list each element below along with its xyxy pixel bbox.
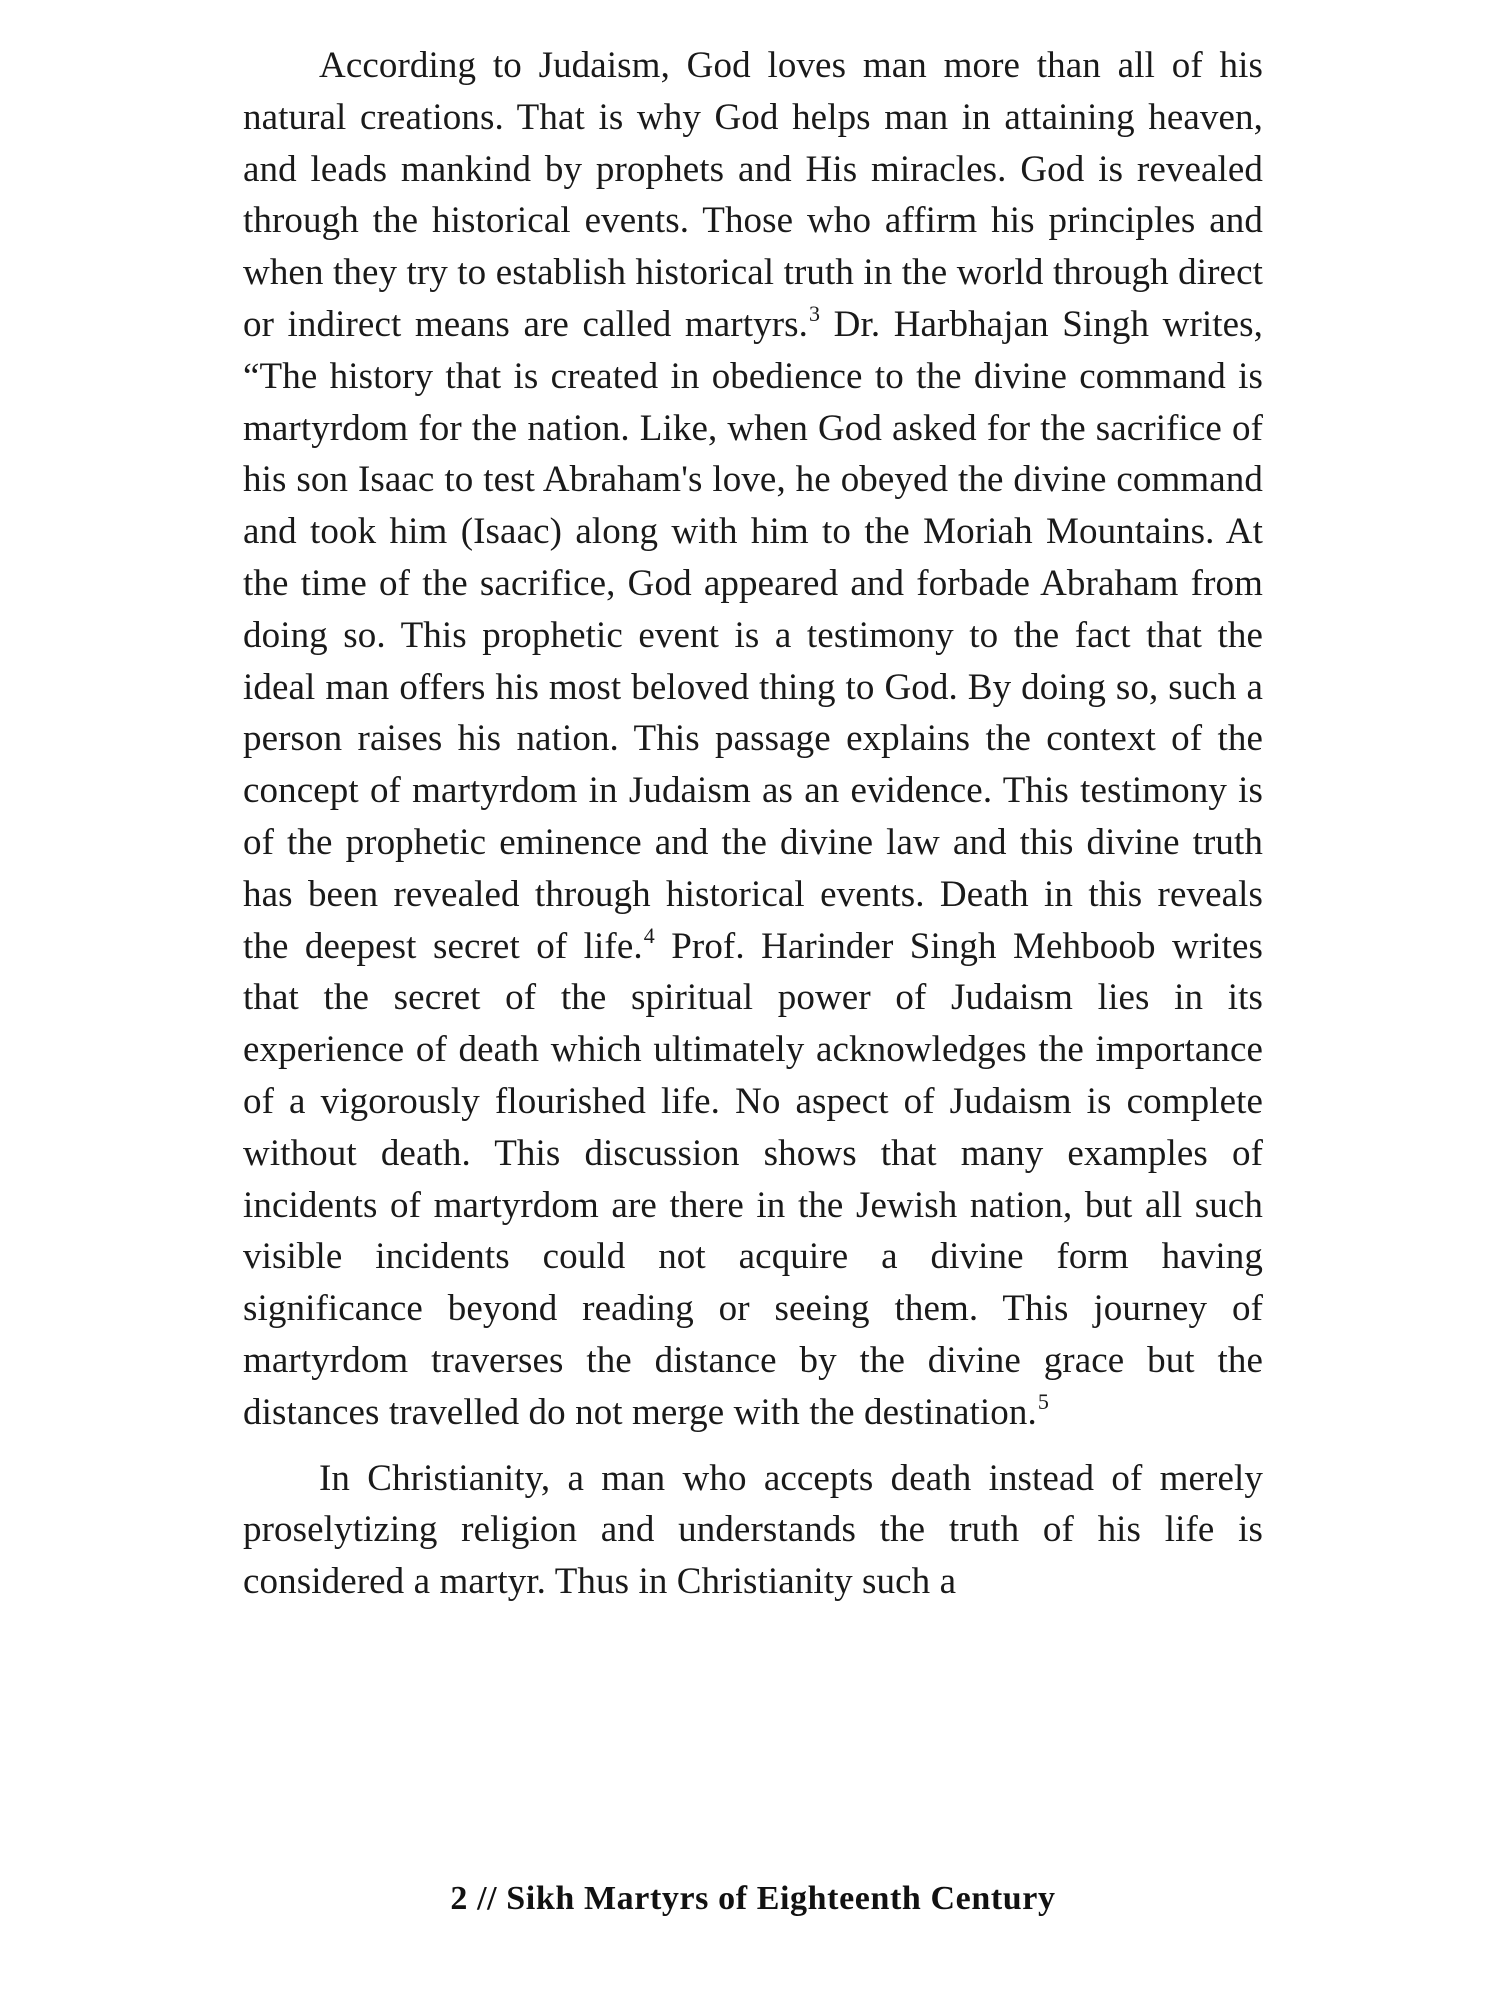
body-paragraph	[243, 1453, 1263, 1608]
body-text	[243, 40, 1263, 1608]
page-footer: 2 // Sikh Martyrs of Eighteenth Century	[450, 1880, 1056, 1917]
footnote-marker: 4	[643, 922, 655, 948]
paragraph-text: In Christianity, a man who accepts death instead of merely proselytizing religion and understands the truth of his life is considered a martyr. Thus in Christianity such a	[243, 1457, 1263, 1603]
document-page	[243, 40, 1263, 1980]
paragraph-text: Dr. Harbhajan Singh writes, “The history that is created in obedience to the divine command is martyrdom for the nation. Like, when God asked for the sacrifice of his son Isaac to test Abraham's love, he obeyed the divine command and took him (Isaac) along with him to the Moriah Mountains. At the time of the sacrifice, God appeared and forbade Abraham from doing so. This prophetic event is a testimony to the fact that the ideal man offers his most beloved thing to God. By doing so, such a person raises his nation. This passage explains the context of the concept of martyrdom in Judaism as an evidence. This testimony is of the prophetic eminence and the divine law and this divine truth has been revealed through historical events. Death in this reveals the deepest secret of life.	[243, 303, 1263, 967]
body-paragraph	[243, 40, 1263, 1439]
paragraph-text: Prof. Harinder Singh Mehboob writes that the secret of the spiritual power of Judaism lies in its experience of death which ultimately acknowledges the importance of a vigorously flourished life. No aspect of Judaism is complete without death. This discussion shows that many examples of incidents of martyrdom are there in the Jewish nation, but all such visible incidents could not acquire a divine form having significance beyond reading or seeing them. This journey of martyrdom traverses the distance by the divine grace but the distances travelled do not merge with the destination.	[243, 925, 1263, 1433]
footnote-marker: 5	[1037, 1388, 1049, 1414]
paragraph-text: According to Judaism, God loves man more than all of his natural creations. That is why God helps man in attaining heaven, and leads mankind by prophets and His miracles. God is revealed through the historical events. Those who affirm his principles and when they try to establish historical truth in the world through direct or indirect means are called martyrs.	[243, 45, 1263, 345]
footnote-marker: 3	[808, 300, 821, 326]
